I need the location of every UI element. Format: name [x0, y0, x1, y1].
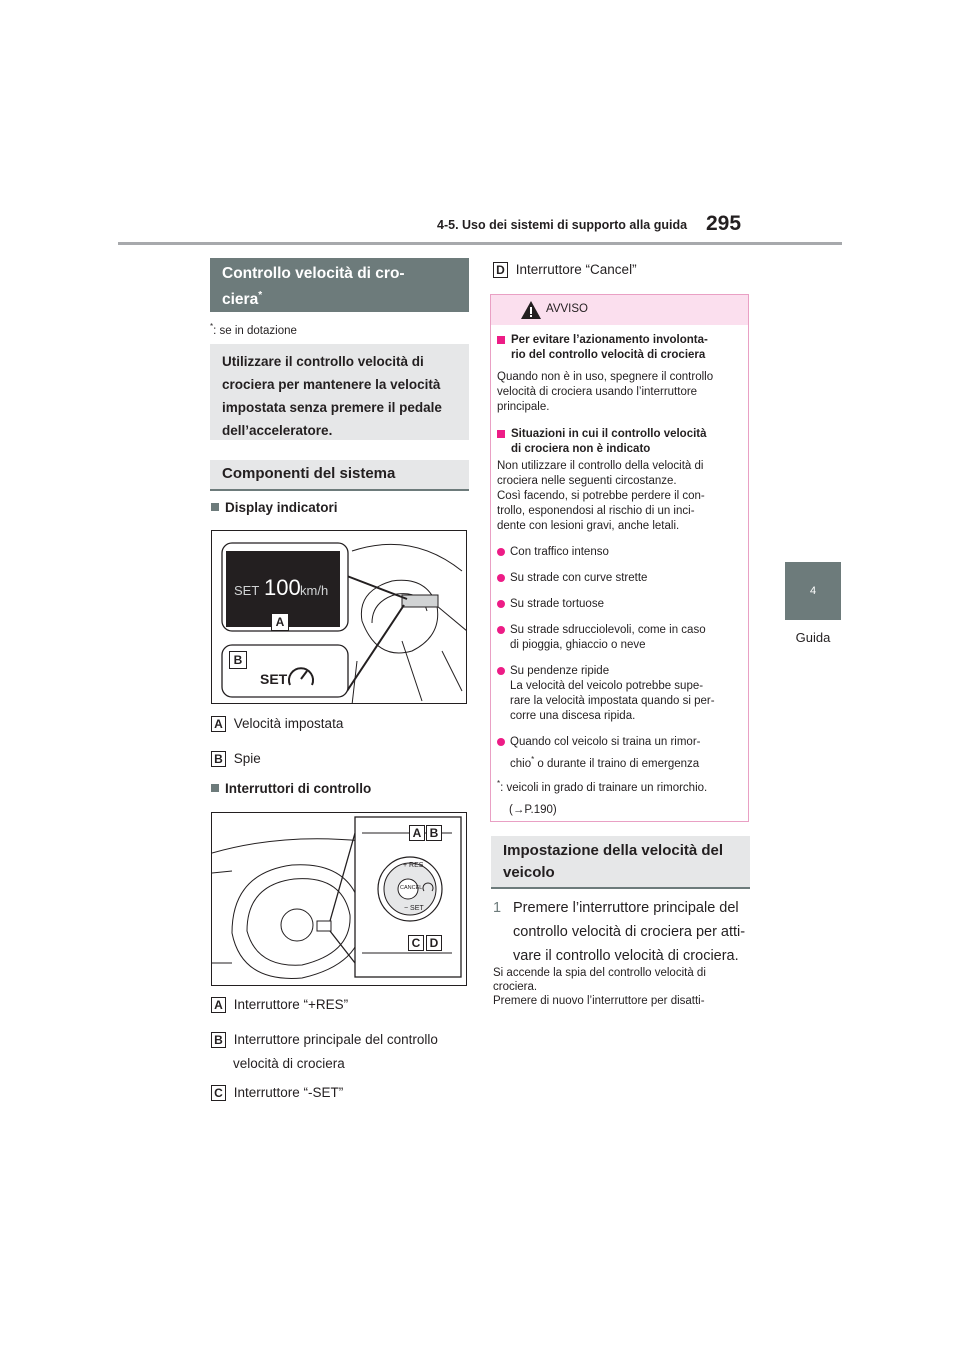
legend-item: B Spie [211, 749, 261, 769]
cancel-switch-label: CANCEL [400, 885, 423, 891]
legend-item: C Interruttore “-SET” [211, 1083, 343, 1103]
warning-bullet: Su pendenze ripide La velocità del veicolo potrebbe supe- rare la velocità impostata quando si per- corre una discesa ripida. [497, 664, 743, 724]
set-text-display: SET [234, 583, 260, 598]
subheading-switches: Interruttori di controllo [211, 781, 371, 796]
section-title-components: Componenti del sistema [210, 460, 469, 491]
warning-title: AVVISO [546, 303, 588, 315]
bullet-icon [497, 600, 505, 608]
square-bullet-icon [211, 784, 219, 792]
figure-control-switches [211, 812, 467, 986]
warning-bullet: Su strade con curve strette [497, 571, 743, 586]
warning-footnote: *: veicoli in grado di trainare un rimorchio. [497, 778, 708, 794]
square-bullet-icon [497, 336, 505, 344]
chapter-tab-label: Guida [795, 630, 831, 645]
warning-bullet: Su strade tortuose [497, 597, 743, 612]
figure-display-indicators [211, 530, 467, 704]
footnote: *: se in dotazione [210, 322, 297, 337]
figure-label-b: B [426, 825, 442, 841]
square-bullet-icon [211, 503, 219, 511]
figure-label-a: A [271, 613, 289, 631]
set-indicator-text: SET [260, 671, 288, 687]
legend-item: A Interruttore “+RES” [211, 995, 348, 1015]
chapter-title: 4-5. Uso dei sistemi di supporto alla guida [437, 218, 688, 232]
section-title-cruise-control: Controllo velocità di cro- ciera* [210, 258, 469, 312]
page-reference-link[interactable]: (→P.190) [509, 803, 557, 816]
res-switch-label: + RES [403, 862, 424, 869]
chapter-tab[interactable]: 4 [785, 562, 841, 620]
figure-label-c: C [408, 935, 424, 951]
dashboard-illustration [212, 531, 467, 704]
warning-content: Per evitare l’azionamento involonta- rio del controllo velocità di crociera Quando non è in uso, spegnere il controllo velocità di crociera usando l’interruttore principale. Situazioni in cui il controllo velocità di crociera non è indicato Non utilizzare il controllo della velocità di crociera nelle seguenti circostanze. Così facendo, si potrebbe perdere il con- trollo, esponendosi al rischio di un inci- dente con lesioni gravi, anche letali. Con traffico intenso Su strade con curve strette Su strade tortuose Su strade sdrucciolevoli, come in caso di pioggia, ghiaccio o neve Su pendenze ripide La velocità del veicolo potrebbe supe- rare la velocità impostata quando si per- corre una discesa ripida. Quando col veicolo si traina un rimor- chio* o durante il traino di emergenza *: veicoli in grado di trainare un rimorchio. (→P.190) [497, 333, 743, 818]
bullet-icon [497, 667, 505, 675]
intro-box: Utilizzare il controllo velocità di crociera per mantenere la velocità impostata senza premere il pedale dell’acceleratore. [210, 344, 469, 440]
legend-item: B Interruttore principale del controllo velocità di crociera [211, 1028, 438, 1076]
speed-value-display: 100 [264, 575, 301, 600]
legend-item: D Interruttore “Cancel” [493, 260, 637, 280]
legend-item: A Velocità impostata [211, 714, 343, 734]
bullet-icon [497, 574, 505, 582]
warning-bullet: Quando col veicolo si traina un rimor- chio* o durante il traino di emergenza [497, 735, 743, 774]
warning-triangle-icon [520, 300, 542, 320]
section-title-set-speed: Impostazione della velocità del veicolo [491, 836, 750, 889]
figure-label-a: A [409, 825, 425, 841]
bullet-icon [497, 548, 505, 556]
warning-bullet: Con traffico intenso [497, 545, 743, 560]
speed-unit-display: km/h [300, 583, 329, 598]
page-number: 295 [706, 212, 742, 235]
figure-label-d: D [426, 935, 442, 951]
bullet-icon [497, 738, 505, 746]
set-switch-label: − SET [404, 905, 424, 912]
step-note: Si accende la spia del controllo velocità di crociera. Premere di nuovo l’interruttore per disatti- [493, 967, 706, 1007]
subheading-display: Display indicatori [211, 500, 338, 515]
figure-label-b: B [229, 651, 247, 669]
warning-bullet: Su strade sdrucciolevoli, come in caso di pioggia, ghiaccio o neve [497, 623, 743, 653]
square-bullet-icon [497, 430, 505, 438]
step-1: 1 Premere l’interruttore principale del controllo velocità di crociera per atti- vare il controllo velocità di crociera. [493, 900, 746, 964]
bullet-icon [497, 626, 505, 634]
header-rule [118, 242, 842, 245]
